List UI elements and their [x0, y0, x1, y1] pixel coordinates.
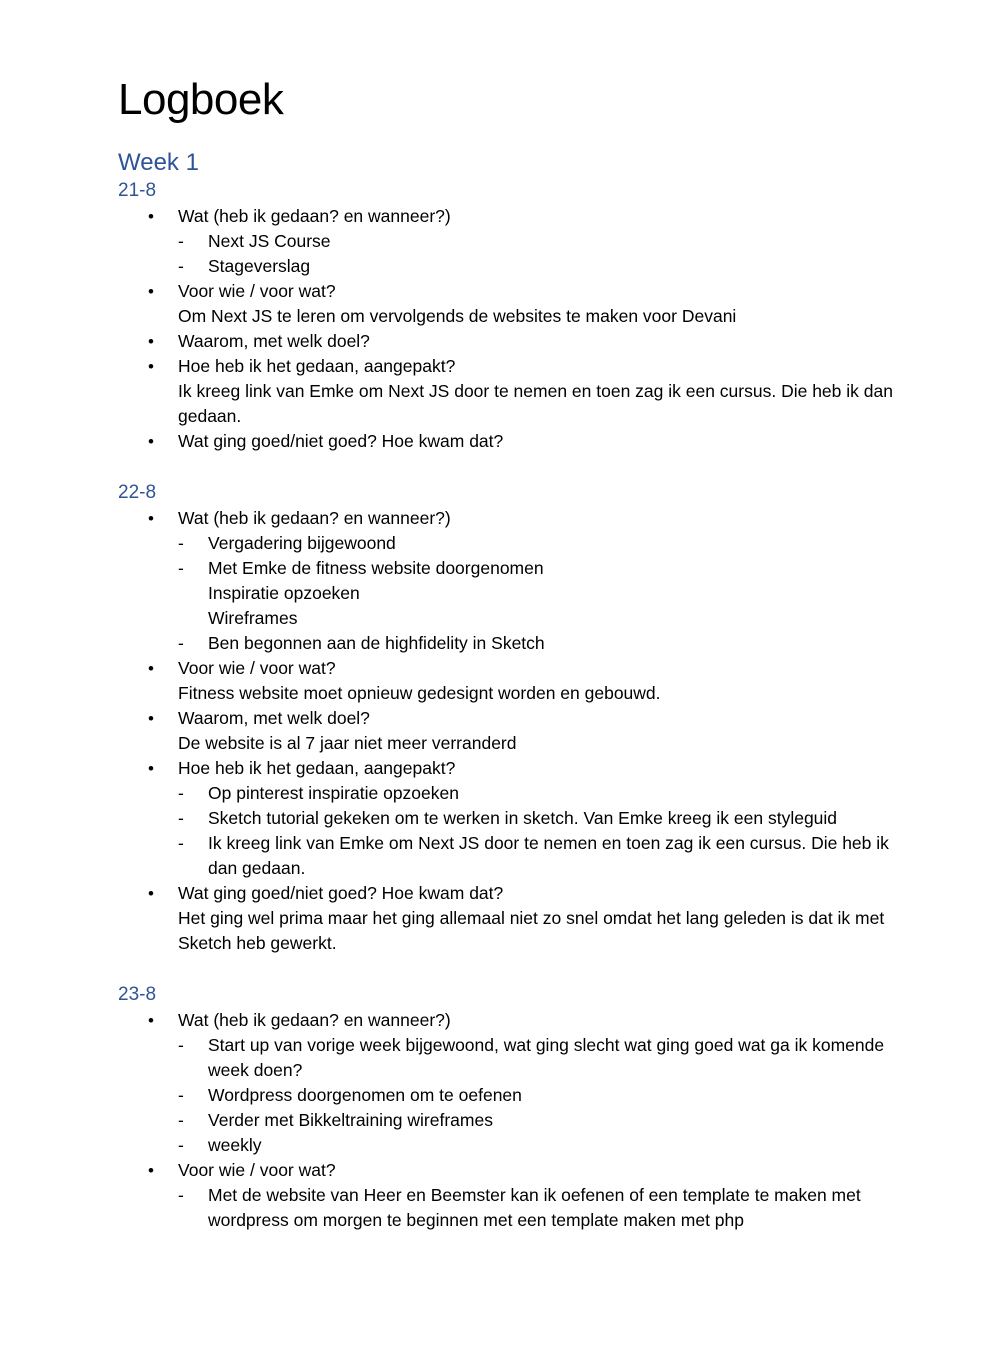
question-text: Wat ging goed/niet goed? Hoe kwam dat?	[178, 431, 504, 451]
answer-item	[178, 1083, 898, 1108]
question-item	[118, 881, 898, 956]
answer-list	[178, 531, 898, 656]
answer-item	[178, 1033, 898, 1083]
dash-icon: -	[178, 808, 184, 828]
question-text: Hoe heb ik het gedaan, aangepakt?	[178, 758, 456, 778]
day-entry-21-8	[118, 178, 898, 454]
answer-text: Verder met Bikkeltraining wireframes	[208, 1110, 493, 1130]
answer-text: Sketch tutorial gekeken om te werken in sketch. Van Emke kreeg ik een styleguid	[208, 808, 838, 828]
answer-list	[178, 1033, 898, 1158]
dash-icon: -	[178, 1085, 184, 1105]
answer-text: Met Emke de fitness website doorgenomen	[208, 558, 544, 578]
question-item	[118, 1158, 898, 1233]
answer-item	[178, 1133, 898, 1158]
answer-item	[178, 806, 898, 831]
answer-list	[178, 781, 898, 881]
dash-icon: -	[178, 533, 184, 553]
bullet-icon: •	[148, 884, 154, 903]
day-entry-23-8	[118, 982, 898, 1233]
answer-list	[178, 1183, 898, 1233]
question-text: Waarom, met welk doel?	[178, 331, 370, 351]
answer-item	[178, 1183, 898, 1233]
answer-item	[178, 781, 898, 806]
bullet-icon: •	[148, 332, 154, 351]
answer-text: Het ging wel prima maar het ging allemaal niet zo snel omdat het lang geleden is dat ik met Sketch heb gewerkt.	[178, 908, 885, 953]
question-item	[118, 429, 898, 454]
question-list	[118, 204, 898, 454]
day-heading: 22-8	[118, 482, 157, 503]
day-entry-22-8	[118, 480, 898, 956]
answer-item	[178, 831, 898, 881]
answer-item	[178, 229, 898, 254]
question-item	[118, 756, 898, 881]
answer-text: weekly	[208, 1135, 262, 1155]
answer-item	[178, 556, 898, 631]
question-item	[118, 329, 898, 354]
question-item	[118, 279, 898, 329]
answer-text: Op pinterest inspiratie opzoeken	[208, 783, 459, 803]
document-page	[118, 72, 898, 1233]
bullet-icon: •	[148, 709, 154, 728]
question-list	[118, 506, 898, 956]
question-text: Voor wie / voor wat?	[178, 658, 336, 678]
answer-text: Om Next JS te leren om vervolgends de websites te maken voor Devani	[178, 306, 737, 326]
dash-icon: -	[178, 633, 184, 653]
day-heading: 21-8	[118, 180, 157, 201]
bullet-icon: •	[148, 207, 154, 226]
answer-item	[178, 1108, 898, 1133]
bullet-icon: •	[148, 1161, 154, 1180]
answer-text: Ik kreeg link van Emke om Next JS door te nemen en toen zag ik een cursus. Die heb ik dan gedaan.	[208, 833, 889, 878]
answer-continuation: Inspiratie opzoeken	[208, 583, 360, 603]
answer-item	[178, 631, 898, 656]
dash-icon: -	[178, 783, 184, 803]
bullet-icon: •	[148, 357, 154, 376]
question-item	[118, 204, 898, 279]
question-item	[118, 656, 898, 706]
answer-continuation: Wireframes	[208, 608, 298, 628]
question-text: Wat (heb ik gedaan? en wanneer?)	[178, 508, 451, 528]
answer-item	[178, 531, 898, 556]
dash-icon: -	[178, 833, 184, 853]
question-text: Wat (heb ik gedaan? en wanneer?)	[178, 1010, 451, 1030]
dash-icon: -	[178, 256, 184, 276]
question-text: Waarom, met welk doel?	[178, 708, 370, 728]
answer-text: Next JS Course	[208, 231, 331, 251]
question-text: Wat ging goed/niet goed? Hoe kwam dat?	[178, 883, 504, 903]
answer-text: Wordpress doorgenomen om te oefenen	[208, 1085, 522, 1105]
bullet-icon: •	[148, 282, 154, 301]
document-title: Logboek	[118, 75, 284, 124]
bullet-icon: •	[148, 759, 154, 778]
question-item	[118, 506, 898, 656]
answer-text: Vergadering bijgewoond	[208, 533, 396, 553]
question-list	[118, 1008, 898, 1233]
dash-icon: -	[178, 1185, 184, 1205]
answer-text: Fitness website moet opnieuw gedesignt worden en gebouwd.	[178, 683, 661, 703]
day-heading: 23-8	[118, 984, 157, 1005]
answer-item	[178, 254, 898, 279]
dash-icon: -	[178, 558, 184, 578]
dash-icon: -	[178, 1135, 184, 1155]
bullet-icon: •	[148, 1011, 154, 1030]
answer-text: Start up van vorige week bijgewoond, wat ging slecht wat ging goed wat ga ik komende week doen?	[208, 1035, 885, 1080]
answer-text: Met de website van Heer en Beemster kan ik oefenen of een template te maken met wordpress om morgen te beginnen met een template maken met php	[208, 1185, 861, 1230]
answer-list	[178, 229, 898, 279]
question-item	[118, 706, 898, 756]
dash-icon: -	[178, 231, 184, 251]
bullet-icon: •	[148, 432, 154, 451]
question-item	[118, 354, 898, 429]
question-text: Hoe heb ik het gedaan, aangepakt?	[178, 356, 456, 376]
question-text: Voor wie / voor wat?	[178, 1160, 336, 1180]
answer-text: Ben begonnen aan de highfidelity in Sketch	[208, 633, 545, 653]
dash-icon: -	[178, 1035, 184, 1055]
answer-text: De website is al 7 jaar niet meer verranderd	[178, 733, 517, 753]
bullet-icon: •	[148, 659, 154, 678]
question-text: Voor wie / voor wat?	[178, 281, 336, 301]
question-item	[118, 1008, 898, 1158]
answer-text: Ik kreeg link van Emke om Next JS door te nemen en toen zag ik een cursus. Die heb ik dan gedaan.	[178, 381, 893, 426]
dash-icon: -	[178, 1110, 184, 1130]
answer-text: Stageverslag	[208, 256, 311, 276]
bullet-icon: •	[148, 509, 154, 528]
week-heading: Week 1	[118, 149, 199, 176]
question-text: Wat (heb ik gedaan? en wanneer?)	[178, 206, 451, 226]
